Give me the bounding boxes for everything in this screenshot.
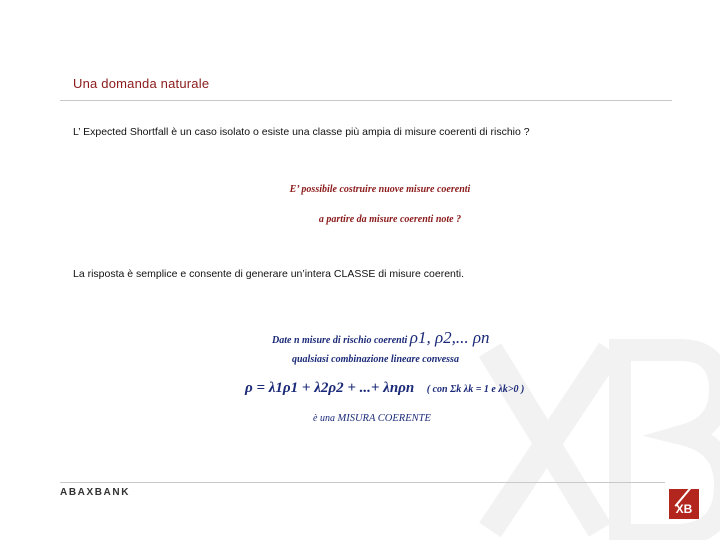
formula-conclusion-line — [313, 413, 720, 424]
emphasis-line-2: a partire da misure coerenti note ? — [318, 214, 462, 225]
formula-expression-line — [245, 380, 720, 397]
formula-conclusion-prefix: è una — [313, 413, 338, 424]
logo-text: XB — [675, 502, 693, 516]
formula-expression: ρ = λ1ρ1 + λ2ρ2 + ...+ λnρn — [245, 380, 415, 396]
slide-title: Una domanda naturale — [73, 76, 210, 91]
formula-condition: ( con Σk λk = 1 e λk>0 ) — [426, 384, 525, 395]
formula-combination-line: qualsiasi combinazione lineare convessa — [292, 354, 459, 365]
emphasis-line-1: E’ possibile costruire nuove misure coerenti — [289, 184, 471, 195]
formula-given-line — [272, 328, 720, 348]
question-text: L’ Expected Shortfall è un caso isolato o esiste una classe più ampia di misure coerenti di rischio ? — [73, 126, 530, 138]
footer-divider — [60, 482, 665, 483]
formula-given-prefix: Date n misure di rischio coerenti — [272, 335, 410, 346]
bank-logo: ABAXBANK — [60, 487, 131, 498]
title-divider — [60, 100, 672, 101]
answer-text: La risposta è semplice e consente di generare un’intera CLASSE di misure coerenti. — [73, 268, 465, 280]
formula-given-symbols: ρ1, ρ2,... ρn — [409, 328, 490, 347]
formula-conclusion-caps: MISURA COERENTE — [337, 413, 431, 424]
xb-logo-icon — [669, 489, 699, 519]
